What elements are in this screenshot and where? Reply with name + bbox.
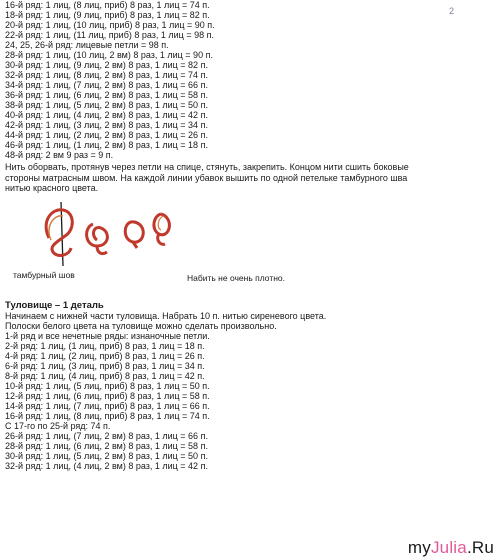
section-rows-list [5,341,425,471]
row-line: 32-й ряд: 1 лиц, (8 лиц, 2 вм) 8 раз, 1 лиц = 74 п. [5,70,208,80]
row-line: 16-й ряд: 1 лиц, (8 лиц, приб) 8 раз, 1 лиц = 74 п. [5,410,210,421]
intro-line: Полоски белого цвета на туловище можно сделать произвольно. [5,320,277,331]
row-line: 42-й ряд: 1 лиц, (3 лиц, 2 вм) 8 раз, 1 лиц = 34 п. [5,120,208,130]
row-line: 30-й ряд: 1 лиц, (9 лиц, 2 вм) 8 раз, 1 лиц = 82 п. [5,60,208,70]
row-line: 20-й ряд: 1 лиц, (10 лиц, приб) 8 раз, 1 лиц = 90 п. [5,20,215,30]
row-line: 28-й ряд: 1 лиц, (6 лиц, 2 вм) 8 раз, 1 лиц = 58 п. [5,440,208,451]
stitch-loop [46,209,72,255]
section-intro [5,311,425,341]
row-line: 6-й ряд: 1 лиц, (3 лиц, приб) 8 раз, 1 лиц = 34 п. [5,360,205,371]
intro-line: 1-й ряд и все нечетные ряды: изнаночные петли. [5,330,210,341]
intro-line: Начинаем с нижней части туловища. Набрать 10 п. нитью сиреневого цвета. [5,310,327,321]
site-watermark [408,538,494,558]
chain-stitch-illustration [35,200,185,270]
row-line: 28-й ряд: 1 лиц, (10 лиц, 2 вм) 8 раз, 1 лиц = 90 п. [5,50,213,60]
row-line: 48-й ряд: 2 вм 9 раз = 9 п. [5,150,114,160]
row-line: 32-й ряд: 1 лиц, (4 лиц, 2 вм) 8 раз, 1 лиц = 42 п. [5,460,208,471]
row-line: 36-й ряд: 1 лиц, (6 лиц, 2 вм) 8 раз, 1 лиц = 58 п. [5,90,208,100]
rows-top-list [5,0,425,160]
row-line: С 17-го по 25-й ряд: 74 п. [5,420,111,431]
finishing-paragraph: Нить оборвать, протянув через петли на спице, стянуть, закрепить. Концом нити сшить боковые стороны матрасным швом. На каждой линии убавок вышить по одной петельке тамбурного шва нитью красного цвета. [5,162,409,193]
row-line: 46-й ряд: 1 лиц, (1 лиц, 2 вм) 8 раз, 1 лиц = 18 п. [5,140,208,150]
stitch-loop [87,224,108,254]
stitch-highlight [49,215,63,239]
row-line: 10-й ряд: 1 лиц, (5 лиц, приб) 8 раз, 1 лиц = 50 п. [5,380,210,391]
row-line: 12-й ряд: 1 лиц, (6 лиц, приб) 8 раз, 1 лиц = 58 п. [5,390,210,401]
row-line: 26-й ряд: 1 лиц, (7 лиц, 2 вм) 8 раз, 1 лиц = 66 п. [5,430,208,441]
row-line: 16-й ряд: 1 лиц, (8 лиц, приб) 8 раз, 1 лиц = 74 п. [5,0,210,10]
row-line: 34-й ряд: 1 лиц, (7 лиц, 2 вм) 8 раз, 1 лиц = 66 п. [5,80,208,90]
row-line: 44-й ряд: 1 лиц, (2 лиц, 2 вм) 8 раз, 1 лиц = 26 п. [5,130,208,140]
document-body [5,0,425,471]
section-heading: Туловище – 1 деталь [5,299,104,311]
watermark-suffix: .Ru [466,538,494,557]
row-line: 8-й ряд: 1 лиц, (4 лиц, приб) 8 раз, 1 лиц = 42 п. [5,370,205,381]
chain-stitch-figure [5,200,425,292]
row-line: 18-й ряд: 1 лиц, (9 лиц, приб) 8 раз, 1 лиц = 82 п. [5,10,210,20]
row-line: 38-й ряд: 1 лиц, (5 лиц, 2 вм) 8 раз, 1 лиц = 50 п. [5,100,208,110]
stitch-loop [154,214,170,244]
row-line: 40-й ряд: 1 лиц, (4 лиц, 2 вм) 8 раз, 1 лиц = 42 п. [5,110,208,120]
watermark-accent: Julia [430,538,467,557]
stitch-loop [125,221,143,247]
stuffing-note: Набить не очень плотно. [187,272,286,283]
row-line: 22-й ряд: 1 лиц, (11 лиц, приб) 8 раз, 1 лиц = 98 п. [5,30,214,40]
row-line: 14-й ряд: 1 лиц, (7 лиц, приб) 8 раз, 1 лиц = 66 п. [5,400,210,411]
row-line: 2-й ряд: 1 лиц, (1 лиц, приб) 8 раз, 1 лиц = 18 п. [5,340,205,351]
stitch-highlight [158,216,163,230]
page-number: 2 [448,6,454,16]
watermark-prefix: my [407,538,431,557]
row-line: 30-й ряд: 1 лиц, (5 лиц, 2 вм) 8 раз, 1 лиц = 50 п. [5,450,208,461]
row-line: 4-й ряд: 1 лиц, (2 лиц, приб) 8 раз, 1 лиц = 26 п. [5,350,205,361]
chain-stitch-label: тамбурный шов [13,269,75,280]
row-line: 24, 25, 26-й ряд: лицевые петли = 98 п. [5,40,169,50]
